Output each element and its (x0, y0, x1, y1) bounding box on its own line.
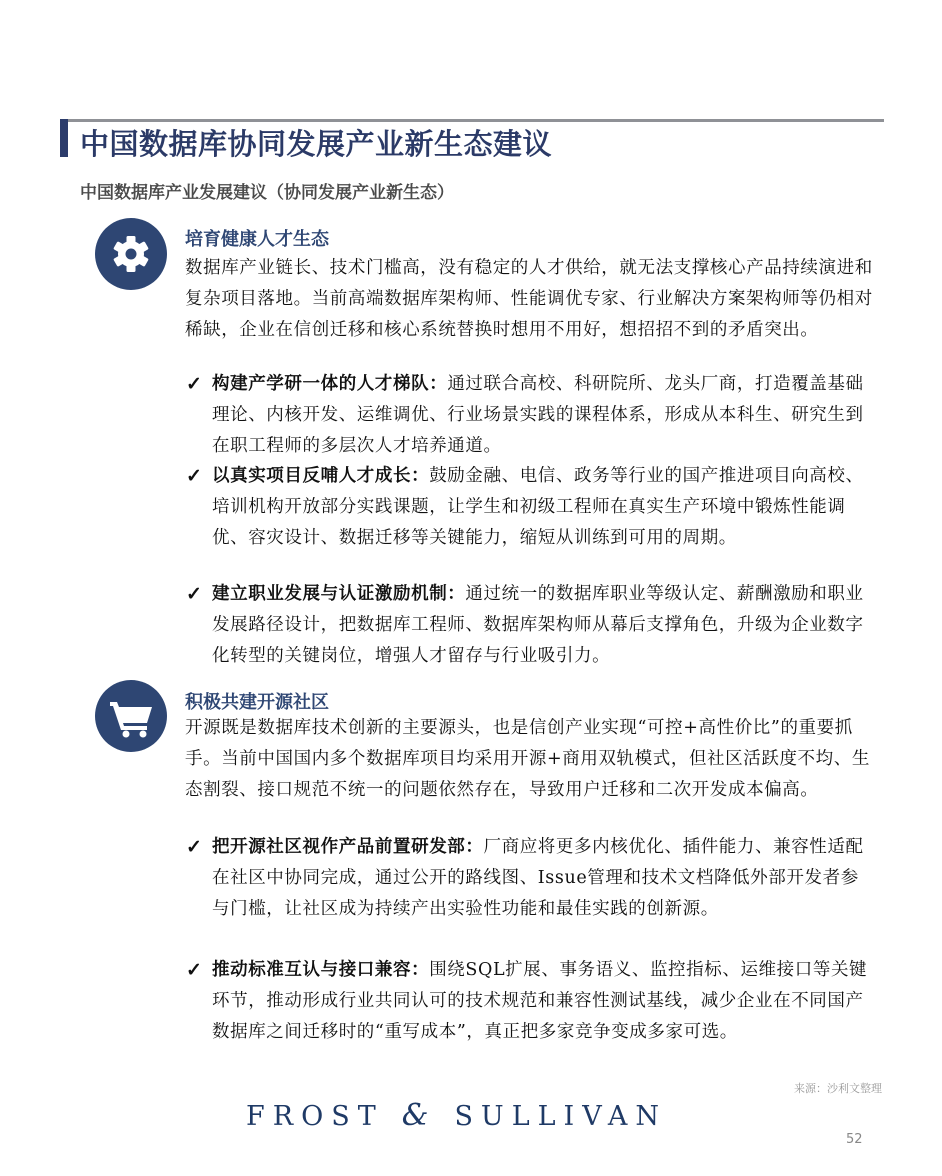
company-logo (246, 1098, 667, 1133)
bullet-text: 通过统一的数据库职业等级认定、薪酬激励和职业发展路径设计，把数据库工程师、数据库架构师从幕后支撑角色，升级为企业数字化转型的关键岗位，增强人才留存与行业吸引力。 (212, 584, 864, 666)
section-title-opensource: 积极共建开源社区 (185, 692, 329, 713)
bullet-heading: 建立职业发展与认证激励机制： (212, 584, 466, 604)
logo-left-word: FROST (246, 1101, 384, 1132)
check-icon: ✓ (186, 836, 202, 858)
title-accent-bar (60, 119, 68, 157)
bullet-heading: 把开源社区视作产品前置研发部： (212, 837, 484, 857)
logo-ampersand: & (401, 1098, 437, 1133)
section-intro-talent: 数据库产业链长、技术门槛高，没有稳定的人才供给，就无法支撑核心产品持续演进和复杂项目落地。当前高端数据库架构师、性能调优专家、行业解决方案架构师等仍相对稀缺，企业在信创迁移和核心系统替换时想用不用好，想招招不到的矛盾突出。 (185, 258, 873, 340)
bullet-heading: 以真实项目反哺人才成长： (212, 466, 430, 486)
bullet-heading: 推动标准互认与接口兼容： (212, 960, 430, 980)
bullet-item (212, 369, 872, 462)
page-subtitle: 中国数据库产业发展建议（协同发展产业新生态） (80, 183, 454, 203)
bullet-item (212, 461, 872, 554)
bullet-heading: 构建产学研一体的人才梯队： (212, 374, 448, 394)
section-title-talent: 培育健康人才生态 (185, 229, 329, 250)
check-icon: ✓ (186, 583, 202, 605)
page-number: 52 (846, 1132, 863, 1147)
bullet-text: 鼓励金融、电信、政务等行业的国产推进项目向高校、培训机构开放部分实践课题，让学生和初级工程师在真实生产环境中锻炼性能调优、容灾设计、数据迁移等关键能力，缩短从训练到可用的周期。 (212, 466, 864, 548)
logo-right-word: SULLIVAN (454, 1101, 668, 1132)
bullet-text: 通过联合高校、科研院所、龙头厂商，打造覆盖基础理论、内核开发、运维调优、行业场景实践的课程体系，形成从本科生、研究生到在职工程师的多层次人才培养通道。 (212, 374, 864, 456)
check-icon: ✓ (186, 373, 202, 395)
bullet-item (212, 832, 872, 925)
bullet-item (212, 955, 872, 1048)
bullet-item (212, 579, 872, 672)
bullet-text: 围绕SQL扩展、事务语义、监控指标、运维接口等关键环节，推动形成行业共同认可的技术规范和兼容性测试基线，减少企业在不同国产数据库之间迁移时的“重写成本”，真正把多家竞争变成多家可选。 (212, 960, 868, 1042)
check-icon: ✓ (186, 959, 202, 981)
section-intro-opensource: 开源既是数据库技术创新的主要源头，也是信创产业实现“可控+高性价比”的重要抓手。当前中国国内多个数据库项目均采用开源+商用双轨模式，但社区活跃度不均、生态割裂、接口规范不统一的问题依然存在，导致用户迁移和二次开发成本偏高。 (185, 718, 870, 800)
shopping-cart-icon (95, 680, 167, 752)
bullet-text: 厂商应将更多内核优化、插件能力、兼容性适配在社区中协同完成，通过公开的路线图、Issue管理和技术文档降低外部开发者参与门槛，让社区成为持续产出实验性功能和最佳实践的创新源。 (212, 837, 864, 919)
page-title: 中国数据库协同发展产业新生态建议 (80, 127, 553, 161)
gear-icon (95, 218, 167, 290)
source-note: 来源：沙利文整理 (794, 1082, 882, 1095)
check-icon: ✓ (186, 465, 202, 487)
